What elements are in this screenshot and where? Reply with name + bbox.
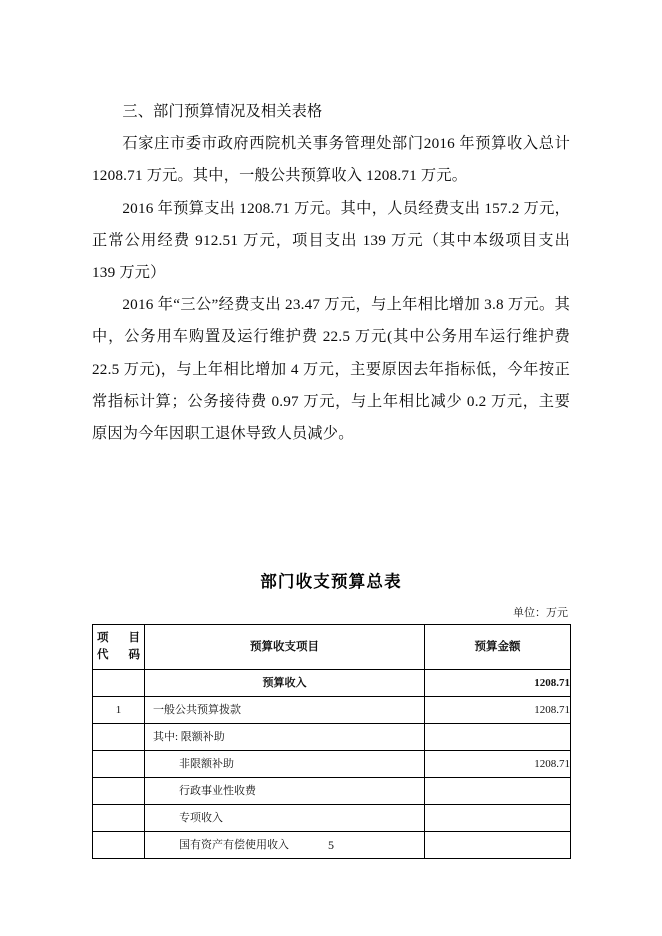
- cell-budget-item: 一般公共预算拨款: [145, 697, 425, 724]
- paragraph-three-public-expenses: 2016 年“三公”经费支出 23.47 万元，与上年相比增加 3.8 万元。其中，公务用车购置及运行维护费 22.5 万元(其中公务用车运行维护费 22.5 万元)，与上年相比增加 4 万元，主要原因去年指标低，今年按正常指标计算；公务接待费 0.97 万元，与上年相比减少 0.2 万元，主要原因为今年因职工退休导致人员减少。: [92, 296, 570, 443]
- cell-budget-amount: 1208.71: [425, 751, 571, 778]
- paragraph-revenue: 石家庄市委市政府西院机关事务管理处部门2016 年预算收入总计 1208.71 万元。其中，一般公共预算收入 1208.71 万元。: [92, 135, 570, 185]
- header-code-char-2: 目: [128, 632, 140, 644]
- cell-budget-amount: [425, 805, 571, 832]
- cell-budget-item: 专项收入: [145, 805, 425, 832]
- table-row: [93, 751, 571, 778]
- cell-budget-item: 行政事业性收费: [145, 778, 425, 805]
- table-row: [93, 778, 571, 805]
- table-title: 部门收支预算总表: [260, 572, 402, 591]
- cell-item-code: [93, 670, 145, 697]
- header-budget-item: 预算收支项目: [145, 625, 425, 670]
- budget-table: [92, 624, 571, 859]
- header-item-code: [93, 625, 145, 670]
- paragraph-expenditure: 2016 年预算支出 1208.71 万元。其中，人员经费支出 157.2 万元，正常公用经费 912.51 万元，项目支出 139 万元（其中本级项目支出 139 万元）: [92, 199, 570, 282]
- cell-item-code: [93, 778, 145, 805]
- cell-budget-amount: 1208.71: [425, 670, 571, 697]
- section-heading: 三、部门预算情况及相关表格: [122, 103, 323, 120]
- cell-budget-amount: [425, 778, 571, 805]
- cell-item-code: 1: [93, 697, 145, 724]
- page-number: 5: [328, 838, 334, 852]
- table-header-row: [93, 625, 571, 670]
- cell-budget-amount: [425, 724, 571, 751]
- table-row: [93, 805, 571, 832]
- table-row: [93, 724, 571, 751]
- cell-item-code: [93, 724, 145, 751]
- header-code-char-1: 项: [97, 632, 109, 644]
- table-body: [93, 670, 571, 859]
- table-header: [93, 625, 571, 670]
- cell-budget-amount: 1208.71: [425, 697, 571, 724]
- table-row: [93, 670, 571, 697]
- cell-item-code: [93, 805, 145, 832]
- cell-item-code: [93, 751, 145, 778]
- header-code-char-4: 码: [128, 649, 140, 661]
- budget-table-block: [92, 570, 570, 859]
- table-unit-label: 单位：万元: [513, 607, 568, 619]
- cell-budget-item: 其中: 限额补助: [145, 724, 425, 751]
- cell-budget-item: 国有资产有偿使用收入: [145, 832, 425, 859]
- table-row: [93, 697, 571, 724]
- document-body: [92, 96, 570, 450]
- cell-budget-item: 非限额补助: [145, 751, 425, 778]
- header-code-char-3: 代: [97, 649, 109, 661]
- header-budget-amount: 预算金额: [425, 625, 571, 670]
- cell-budget-item: 预算收入: [145, 670, 425, 697]
